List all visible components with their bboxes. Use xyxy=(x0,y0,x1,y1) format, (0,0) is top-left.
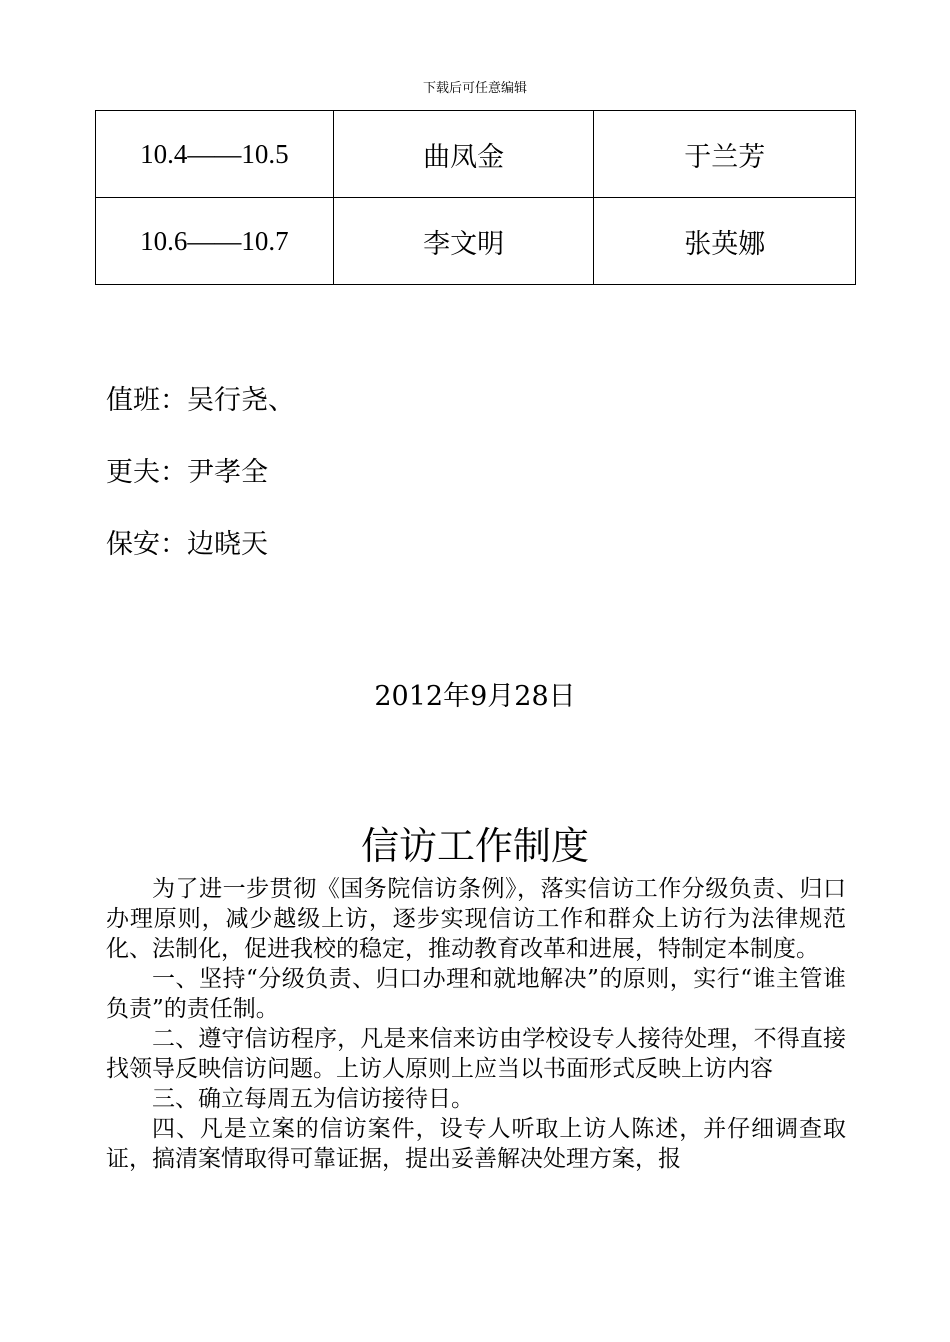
security-line: 保安：边晓天 xyxy=(106,529,268,560)
document-date: 2012年9月28日 xyxy=(374,681,576,712)
paragraph: 一、坚持“分级负责、归口办理和就地解决”的原则，实行“谁主管谁负责”的责任制。 xyxy=(106,966,846,1022)
paragraph: 四、凡是立案的信访案件，设专人听取上访人陈述，并仔细调查取证，搞清案情取得可靠证据，提出妥善解决处理方案，报 xyxy=(106,1116,846,1172)
period-cell: 10.6——10.7 xyxy=(96,198,334,285)
paragraph: 三、确立每周五为信访接待日。 xyxy=(152,1086,474,1112)
document-title: 信访工作制度 xyxy=(360,824,589,868)
period-cell: 10.4——10.5 xyxy=(96,111,334,198)
person-cell: 李文明 xyxy=(333,198,594,285)
night-watch-line: 更夫：尹孝全 xyxy=(106,457,268,488)
table-row xyxy=(96,111,856,198)
page-header-note: 下载后可任意编辑 xyxy=(422,81,527,96)
paragraph: 二、遵守信访程序，凡是来信来访由学校设专人接待处理，不得直接找领导反映信访问题。上访人原则上应当以书面形式反映上访内容 xyxy=(106,1026,846,1082)
paragraph: 为了进一步贯彻《国务院信访条例》，落实信访工作分级负责、归口办理原则，减少越级上访，逐步实现信访工作和群众上访行为法律规范化、法制化，促进我校的稳定，推动教育改革和进展，特制定本制度。 xyxy=(106,876,846,962)
duty-roster-table xyxy=(95,110,856,285)
person-cell: 曲凤金 xyxy=(333,111,594,198)
person-cell: 张英娜 xyxy=(594,198,856,285)
duty-staff-line: 值班：吴行尧、 xyxy=(106,385,295,416)
person-cell: 于兰芳 xyxy=(594,111,856,198)
document-body xyxy=(106,874,846,1174)
table-row xyxy=(96,198,856,285)
